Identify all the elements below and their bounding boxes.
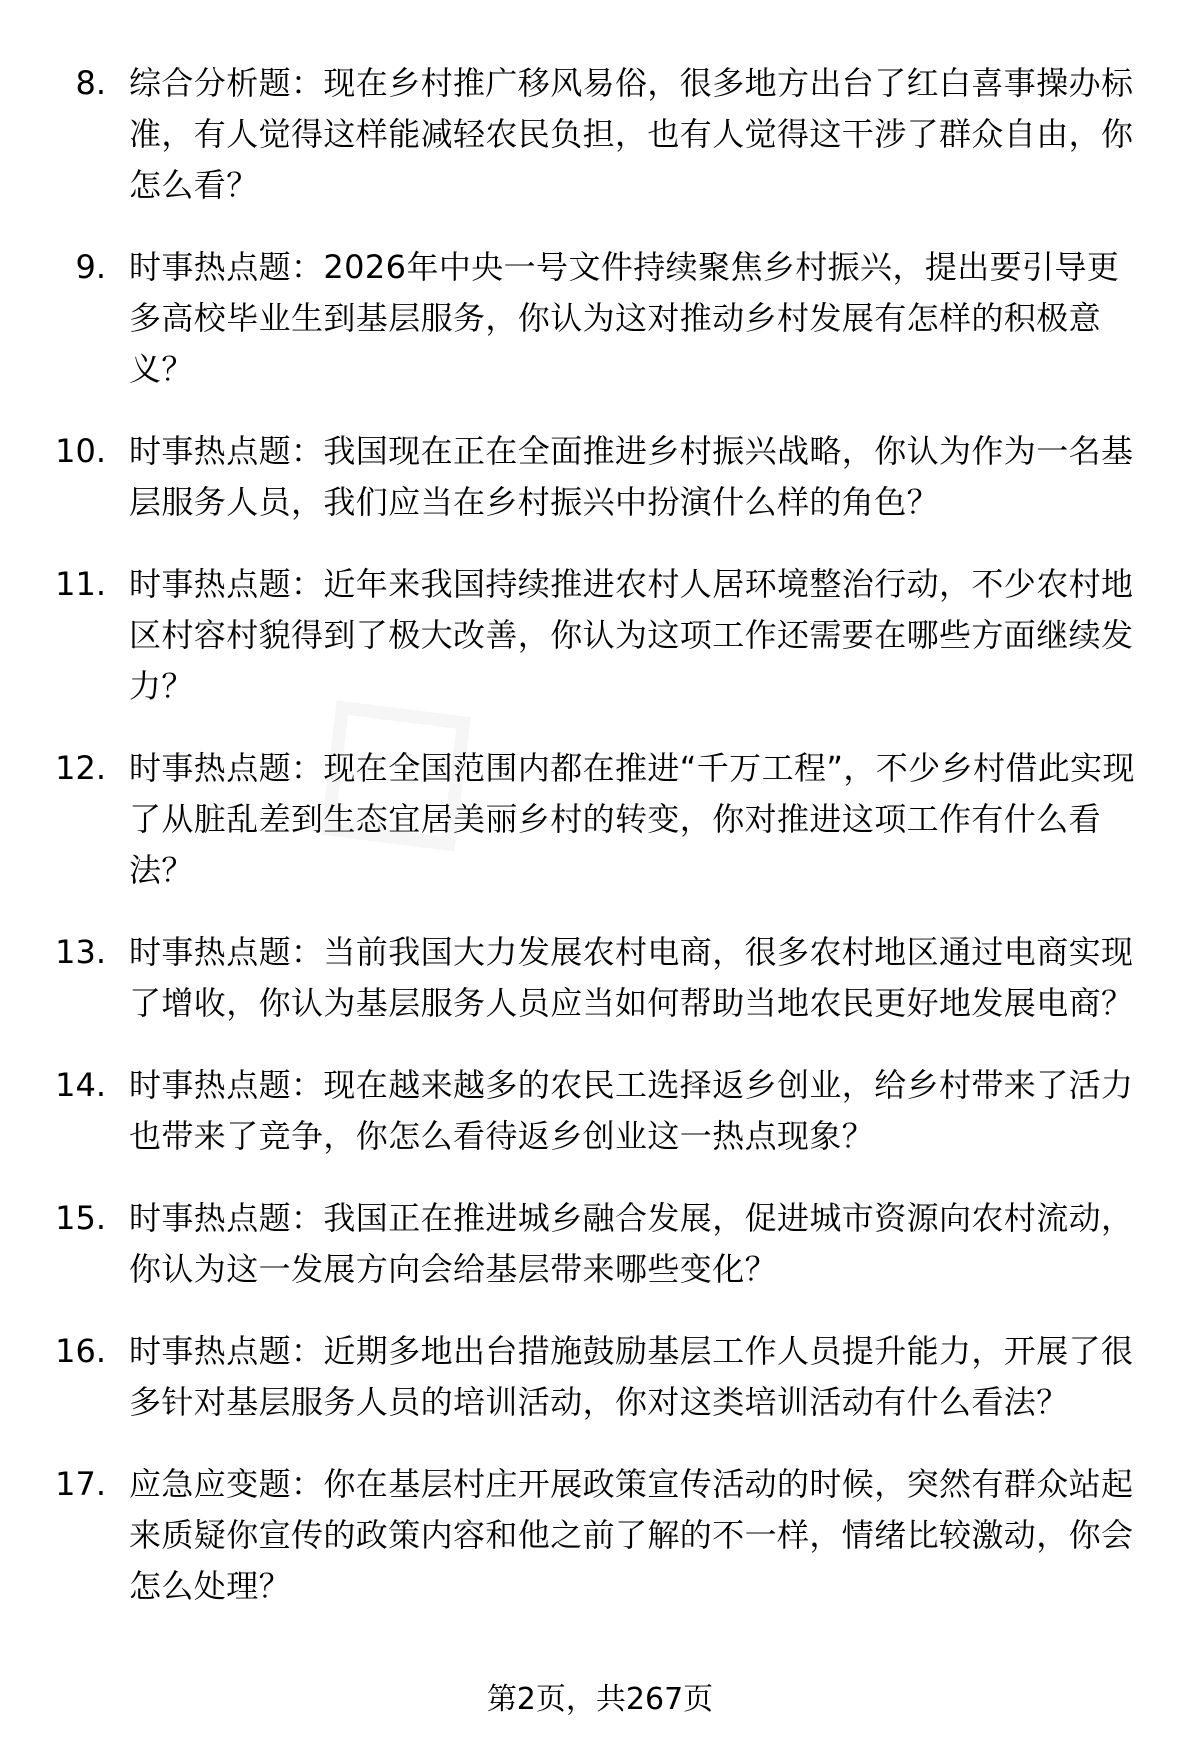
question-text: 时事热点题：现在全国范围内都在推进“千万工程”，不少乡村借此实现了从脏乱差到生态宜居美丽乡村的转变，你对推进这项工作有什么看法？ [129, 749, 1135, 889]
page-footer [0, 1680, 1200, 1720]
question-text: 时事热点题：我国现在正在全面推进乡村振兴战略，你认为作为一名基层服务人员，我们应当在乡村振兴中扮演什么样的角色？ [129, 432, 1134, 521]
question-number: 9. [75, 248, 106, 286]
page-number-label: 第2页，共267页 [486, 1682, 714, 1717]
question-text: 综合分析题：现在乡村推广移风易俗，很多地方出台了红白喜事操办标准，有人觉得这样能减轻农民负担，也有人觉得这干涉了群众自由，你怎么看？ [129, 64, 1134, 204]
question-text: 时事热点题：现在越来越多的农民工选择返乡创业，给乡村带来了活力也带来了竞争，你怎么看待返乡创业这一热点现象？ [129, 1066, 1134, 1155]
question-item [40, 58, 1150, 211]
question-number: 14. [55, 1066, 106, 1104]
question-number: 11. [55, 565, 106, 603]
question-item [40, 242, 1150, 395]
question-item [40, 1459, 1150, 1612]
question-number: 15. [55, 1199, 106, 1237]
question-item [40, 743, 1150, 896]
question-text: 时事热点题：2026年中央一号文件持续聚焦乡村振兴，提出要引导更多高校毕业生到基层服务，你认为这对推动乡村发展有怎样的积极意义？ [129, 248, 1120, 388]
question-number: 12. [55, 749, 106, 787]
question-text: 时事热点题：我国正在推进城乡融合发展，促进城市资源向农村流动，你认为这一发展方向会给基层带来哪些变化？ [129, 1199, 1134, 1288]
question-item [40, 559, 1150, 712]
question-text: 时事热点题：近年来我国持续推进农村人居环境整治行动，不少农村地区村容村貌得到了极大改善，你认为这项工作还需要在哪些方面继续发力？ [129, 565, 1134, 705]
question-number: 10. [55, 432, 106, 470]
question-item [40, 1060, 1150, 1162]
question-number: 16. [55, 1332, 106, 1370]
question-list [40, 58, 1150, 1643]
question-item [40, 426, 1150, 528]
question-text: 时事热点题：当前我国大力发展农村电商，很多农村地区通过电商实现了增收，你认为基层服务人员应当如何帮助当地农民更好地发展电商？ [129, 933, 1134, 1022]
question-text: 时事热点题：近期多地出台措施鼓励基层工作人员提升能力，开展了很多针对基层服务人员的培训活动，你对这类培训活动有什么看法？ [129, 1332, 1134, 1421]
question-number: 17. [55, 1465, 106, 1503]
question-item [40, 1193, 1150, 1295]
question-text: 应急应变题：你在基层村庄开展政策宣传活动的时候，突然有群众站起来质疑你宣传的政策内容和他之前了解的不一样，情绪比较激动，你会怎么处理？ [129, 1465, 1134, 1605]
question-number: 13. [55, 933, 106, 971]
question-item [40, 927, 1150, 1029]
question-item [40, 1326, 1150, 1428]
question-number: 8. [75, 64, 106, 102]
